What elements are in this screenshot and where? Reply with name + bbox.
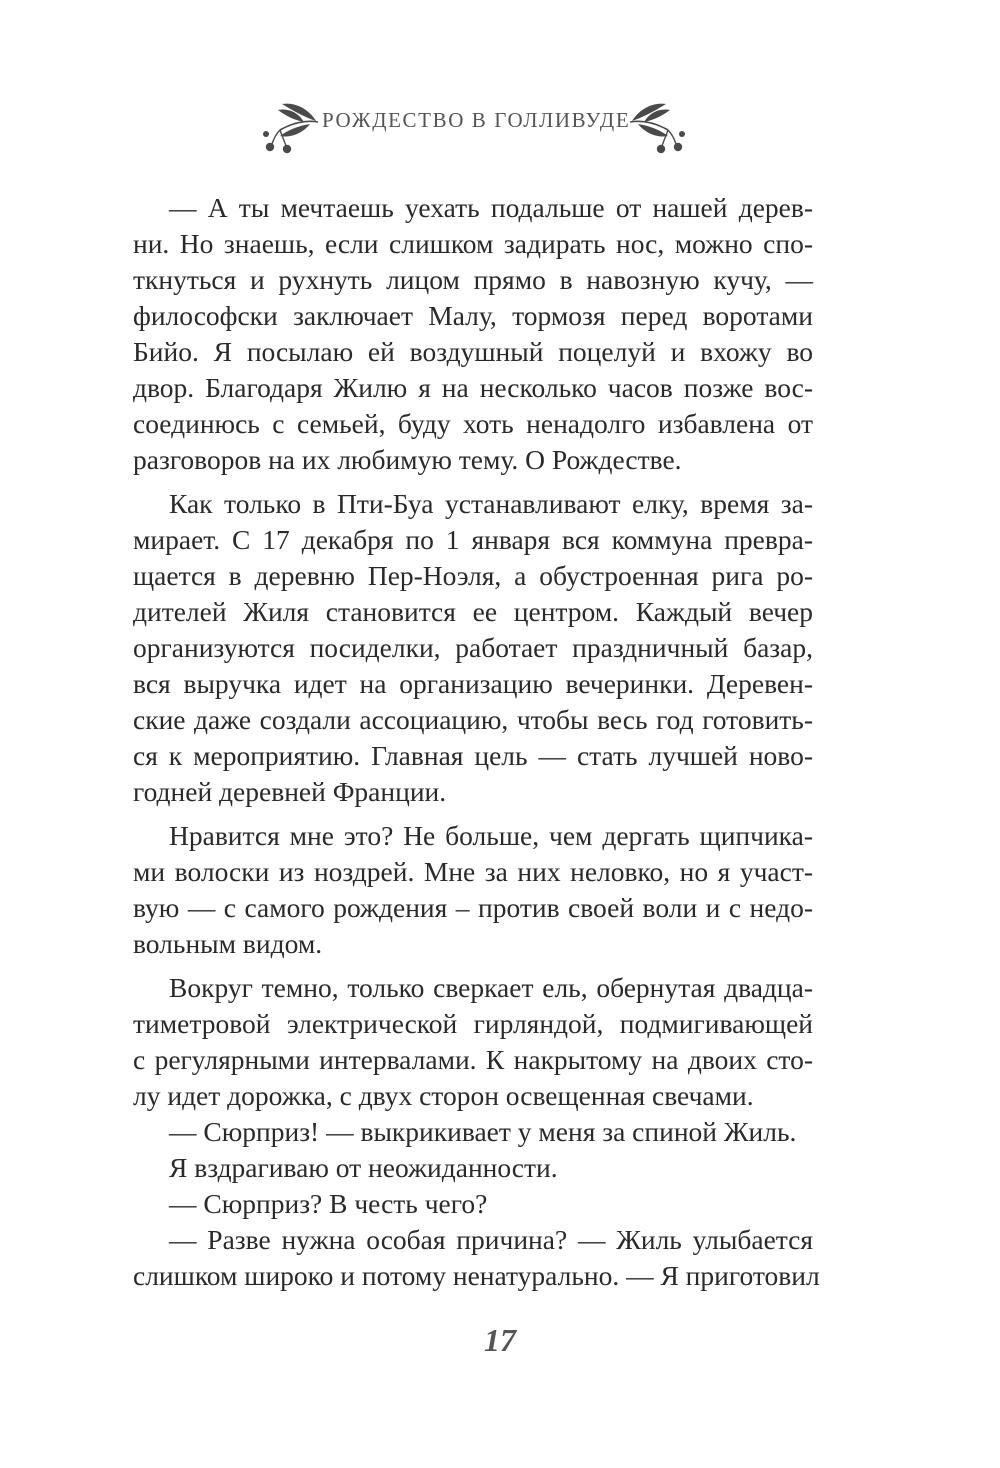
- running-header: [0, 96, 1000, 160]
- text-line: с регулярными интервалами. К накрытому на двоих сто-: [133, 1044, 813, 1075]
- leaf-berry-ornament-icon: [626, 96, 690, 156]
- text-line: щается в деревню Пер-Ноэля, а обустроенная рига ро-: [133, 560, 813, 591]
- running-title: РОЖДЕСТВО В ГОЛЛИВУДЕ: [322, 108, 631, 132]
- text-line: — Сюрприз! — выкрикивает у меня за спиной Жиль.: [169, 1116, 797, 1147]
- leaf-berry-ornament-icon: [258, 96, 322, 156]
- text-line: вольным видом.: [133, 928, 323, 959]
- text-line: — Сюрприз? В честь чего?: [169, 1188, 488, 1219]
- text-line: Я вздрагиваю от неожиданности.: [169, 1152, 558, 1183]
- text-line: Нравится мне это? Не больше, чем дергать щипчика-: [169, 820, 813, 851]
- text-line: вую — с самого рождения – против своей воли и с недо-: [133, 892, 813, 923]
- text-line: ми волоски из ноздрей. Мне за них неловко, но я участ-: [133, 856, 813, 887]
- text-line: организуются посиделки, работает праздничный базар,: [133, 632, 813, 663]
- text-line: разговоров на их любимую тему. О Рождестве.: [133, 444, 682, 475]
- text-line: лу идет дорожка, с двух сторон освещенная свечами.: [133, 1080, 754, 1111]
- text-line: соединюсь с семьей, буду хоть ненадолго избавлена от: [133, 408, 813, 439]
- text-line: годней деревней Франции.: [133, 776, 447, 807]
- text-line: — Разве нужна особая причина? — Жиль улыбается: [169, 1224, 813, 1255]
- text-line: философски заключает Малу, тормозя перед воротами: [133, 300, 813, 331]
- paragraph-gap: [133, 810, 813, 818]
- text-line: двор. Благодаря Жилю я на несколько часов позже вос-: [133, 372, 813, 403]
- body-text: [133, 190, 820, 1294]
- paragraph-gap: [133, 478, 813, 486]
- text-line: ткнуться и рухнуть лицом прямо в навозную кучу, —: [133, 264, 813, 295]
- text-line: вся выручка идет на организацию вечеринки. Деревен-: [133, 668, 813, 699]
- text-line: ские даже создали ассоциацию, чтобы весь год готовить-: [133, 704, 813, 735]
- page-number: 17: [484, 1322, 516, 1358]
- text-line: Бийо. Я посылаю ей воздушный поцелуй и вхожу во: [133, 336, 813, 367]
- text-line: ни. Но знаешь, если слишком задирать нос, можно спо-: [133, 228, 813, 259]
- text-line: дителей Жиля становится ее центром. Каждый вечер: [133, 596, 813, 627]
- paragraph-gap: [133, 962, 813, 970]
- text-line: слишком широко и потому ненатурально. — Я приготовил: [133, 1260, 820, 1291]
- text-line: Вокруг темно, только сверкает ель, обернутая двадца-: [169, 972, 813, 1003]
- text-line: ся к мероприятию. Главная цель — стать лучшей ново-: [133, 740, 813, 771]
- text-line: — А ты мечтаешь уехать подальше от нашей дерев-: [169, 192, 813, 223]
- text-line: мирает. С 17 декабря по 1 января вся коммуна превра-: [133, 524, 813, 555]
- text-line: Как только в Пти-Буа устанавливают елку, время за-: [169, 488, 813, 519]
- text-line: тиметровой электрической гирляндой, подмигивающей: [133, 1008, 813, 1039]
